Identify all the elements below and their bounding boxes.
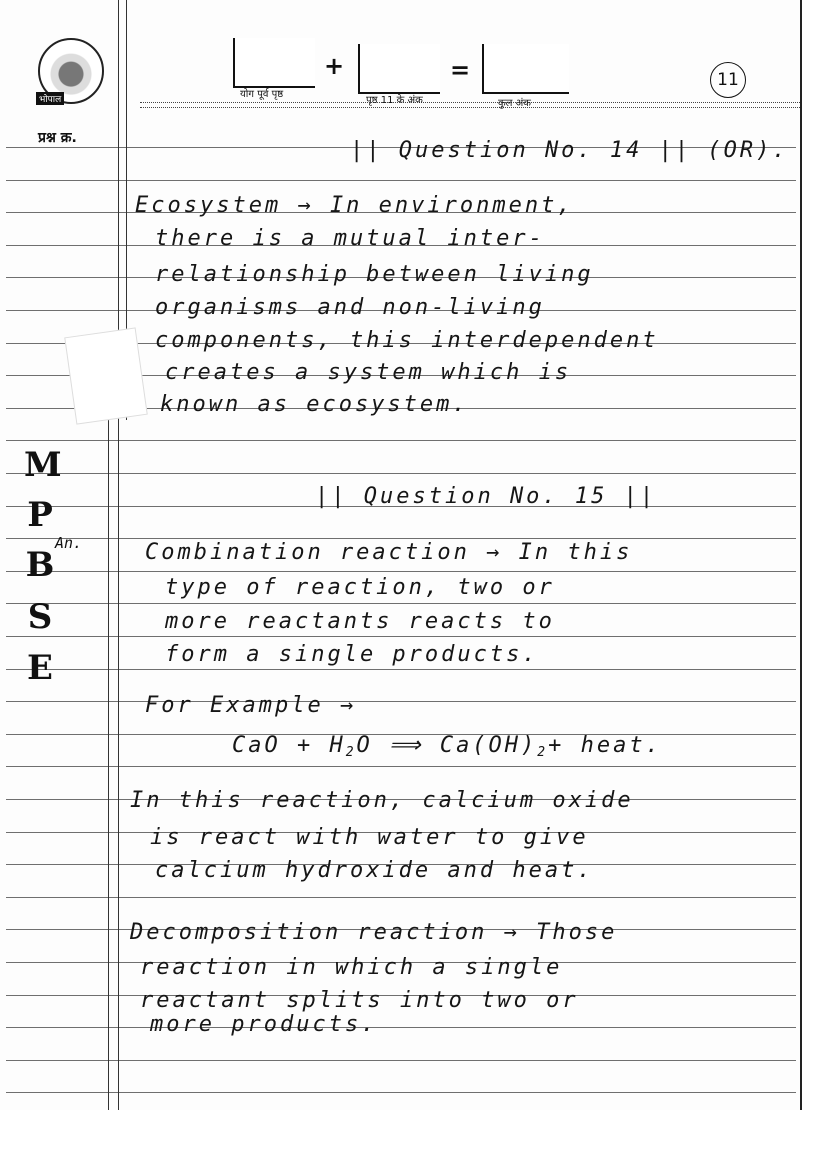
ruled-line (6, 473, 796, 474)
ruled-line (6, 571, 796, 572)
stamp-letter: P (27, 495, 53, 535)
margin-line-outer (118, 0, 119, 1110)
equals-sign: = (450, 56, 471, 84)
ruled-line (6, 1060, 796, 1061)
ruled-line (6, 603, 796, 604)
stamp-letter: E (27, 648, 53, 688)
handwritten-line: more products. (150, 1012, 378, 1037)
margin-line-lower (108, 420, 109, 1110)
header-dotted-strip (140, 102, 800, 108)
paper-patch (64, 327, 148, 424)
handwritten-line: more reactants reacts to (165, 609, 555, 634)
handwritten-line: reactant splits into two or (140, 988, 579, 1013)
handwritten-line: Ecosystem → In environment, (135, 193, 574, 218)
equation-left: CaO + H (232, 733, 346, 758)
handwritten-line: components, this interdependent (155, 328, 659, 353)
handwritten-line: relationship between living (155, 262, 594, 287)
handwritten-line: is react with water to give (150, 825, 589, 850)
grand-total-label: कुल अंक (498, 98, 531, 109)
handwritten-line: Combination reaction → In this (145, 540, 633, 565)
ruled-line (6, 701, 796, 702)
ruled-line (6, 1027, 796, 1028)
equation-subscript: 2 (537, 745, 549, 760)
handwritten-line: there is a mutual inter- (155, 226, 545, 251)
total-prev-label: योग पूर्व पृष्ठ (240, 89, 284, 100)
handwritten-line: calcium hydroxide and heat. (155, 858, 594, 883)
handwritten-line: Decomposition reaction → Those (130, 920, 618, 945)
logo-caption: भोपाल (36, 92, 64, 105)
stamp-letter: M (24, 445, 62, 485)
example-label: For Example → (145, 693, 357, 718)
ruled-line (6, 1092, 796, 1093)
chemical-equation (232, 733, 662, 760)
handwritten-line: known as ecosystem. (160, 392, 469, 417)
handwritten-line: form a single products. (165, 642, 539, 667)
ruled-line (6, 669, 796, 670)
page-total-label: पृष्ठ 11 के अंक (366, 95, 423, 106)
page-total-box (358, 44, 440, 94)
ruled-line (6, 180, 796, 181)
handwritten-line: In this reaction, calcium oxide (130, 788, 634, 813)
question-number-label: प्रश्न क्र. (38, 130, 77, 146)
stamp-letter: S (27, 597, 53, 637)
ruled-line (6, 538, 796, 539)
handwritten-line: organisms and non-living (155, 295, 545, 320)
answer-marker: An. (55, 534, 83, 552)
equation-subscript: 2 (345, 745, 357, 760)
total-prev-box (233, 38, 315, 88)
ruled-line (6, 766, 796, 767)
stamp-letter: B (25, 545, 55, 585)
ruled-line (6, 440, 796, 441)
handwritten-line: creates a system which is (165, 360, 572, 385)
ruled-line (6, 636, 796, 637)
equation-middle: O ⟹ Ca(OH) (356, 733, 538, 758)
question-14-heading: || Question No. 14 || (OR). (350, 138, 789, 163)
grand-total-box (482, 44, 569, 94)
page-number: 11 (710, 62, 746, 98)
handwritten-line: reaction in which a single (140, 955, 563, 980)
equation-right: + heat. (548, 733, 662, 758)
plus-sign: + (324, 52, 345, 80)
ruled-line (6, 897, 796, 898)
handwritten-line: type of reaction, two or (165, 575, 555, 600)
question-15-heading: || Question No. 15 || (315, 484, 657, 509)
